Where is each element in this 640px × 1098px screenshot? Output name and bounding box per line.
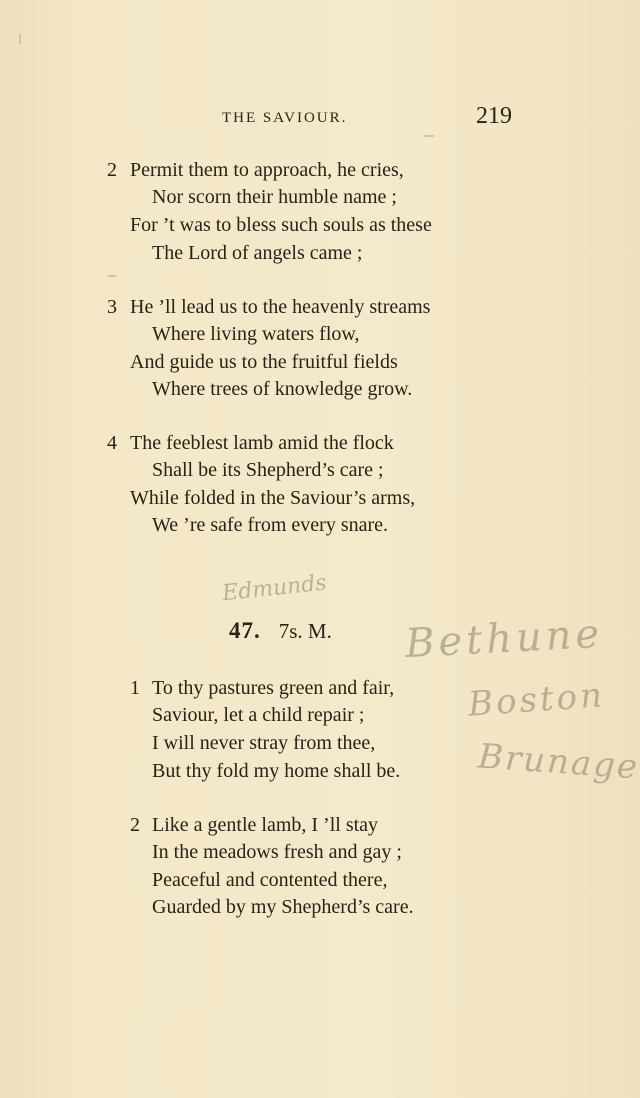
stanza-number: 2 (130, 814, 140, 836)
handwritten-note: Brunage (476, 736, 640, 788)
paper-mark (108, 275, 116, 277)
handwritten-note: Edmunds (220, 570, 328, 607)
verse-line: Peaceful and contented there, (152, 869, 388, 891)
stanza-number: 4 (107, 432, 117, 454)
verse-line: Where trees of knowledge grow. (152, 378, 413, 400)
verse-line: Like a gentle lamb, I ’ll stay (152, 814, 379, 836)
verse-line: Shall be its Shepherd’s care ; (152, 459, 384, 481)
verse-line: Permit them to approach, he cries, (130, 159, 404, 181)
verse-line: Saviour, let a child repair ; (152, 704, 365, 726)
verse-line: For ’t was to bless such souls as these (130, 214, 432, 236)
verse-line: And guide us to the fruitful fields (130, 351, 398, 373)
stanza-number: 2 (107, 159, 117, 181)
verse-line: But thy fold my home shall be. (152, 760, 401, 782)
verse-line: Where living waters flow, (152, 323, 360, 345)
verse-line: Nor scorn their humble name ; (152, 186, 397, 208)
verse-line: To thy pastures green and fair, (152, 677, 395, 699)
hymn-number: 47. (229, 618, 261, 643)
handwritten-note: Boston (466, 675, 607, 725)
stanza-number: 3 (107, 296, 117, 318)
verse-line: He ’ll lead us to the heavenly streams (130, 296, 431, 318)
stanza-number: 1 (130, 677, 140, 699)
verse-line: We ’re safe from every snare. (152, 514, 389, 536)
hymn-meter: 7s. M. (278, 619, 332, 643)
handwritten-note: Bethune (403, 610, 605, 668)
page-number: 219 (476, 103, 512, 129)
hymn-heading (229, 618, 332, 644)
running-title: THE SAVIOUR. (222, 110, 348, 126)
verse-line: While folded in the Saviour’s arms, (130, 487, 416, 509)
verse-line: In the meadows fresh and gay ; (152, 841, 402, 863)
verse-line: I will never stray from thee, (152, 732, 376, 754)
verse-line: The Lord of angels came ; (152, 242, 363, 264)
paper-mark (19, 34, 21, 44)
paper-mark (424, 135, 434, 137)
verse-line: Guarded by my Shepherd’s care. (152, 896, 414, 918)
verse-line: The feeblest lamb amid the flock (130, 432, 394, 454)
